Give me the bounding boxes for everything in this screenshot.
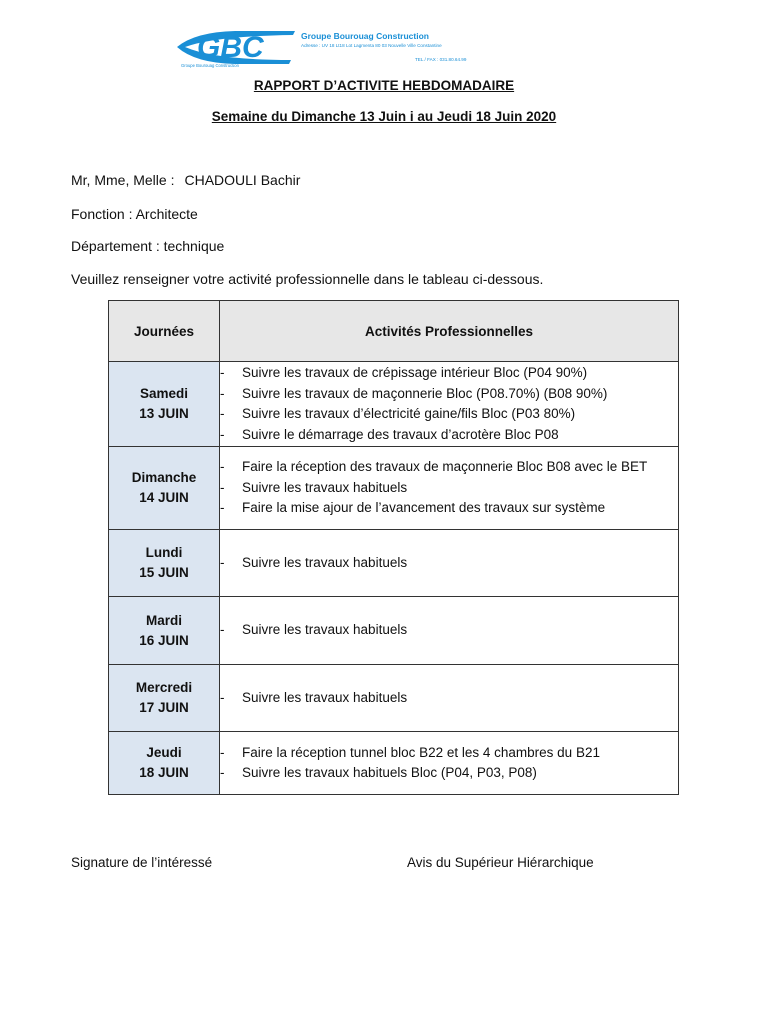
activity-item: - Suivre les travaux de crépissage intérieur Bloc (P04 90%) [220, 363, 678, 384]
activities-cell [220, 530, 679, 597]
table-row [109, 597, 679, 665]
table-row [109, 447, 679, 530]
activity-item: - Faire la mise ajour de l’avancement des travaux sur système [220, 498, 678, 519]
header-activities: Activités Professionnelles [220, 301, 679, 362]
logo-contact: TEL / FAX : 031.80.64.99 [415, 57, 467, 62]
header-days: Journées [109, 301, 220, 362]
day-cell [109, 597, 220, 665]
day-name: Mardi [145, 612, 182, 628]
day-date: 16 JUIN [139, 632, 189, 648]
day-name: Mercredi [135, 680, 193, 695]
day-name: Lundi [145, 545, 183, 560]
activity-item: - Suivre les travaux habituels [220, 478, 678, 499]
employee-signature-label: Signature de l’intéressé [71, 855, 213, 870]
day-cell [109, 530, 220, 597]
activity-item: - Suivre les travaux d’électricité gaine/fils Bloc (P03 80%) [220, 404, 678, 425]
activity-item: - Faire la réception des travaux de maçonnerie Bloc B08 avec le BET [220, 457, 678, 478]
table-row [109, 362, 679, 447]
day-cell [109, 362, 220, 447]
activities-cell [220, 665, 679, 732]
activities-cell [220, 732, 679, 795]
function-line: Fonction : Architecte [71, 206, 198, 222]
activity-table [108, 300, 679, 795]
day-cell [109, 732, 220, 795]
report-title: RAPPORT D’ACTIVITE HEBDOMADAIRE [253, 78, 515, 93]
logo-mark: GBC [197, 31, 264, 64]
day-date: 14 JUIN [139, 490, 189, 505]
day-date: 13 JUIN [139, 406, 189, 421]
logo-company-name: Groupe Bourouag Construction [301, 31, 429, 41]
day-date: 18 JUIN [139, 765, 189, 780]
activity-item: - Suivre les travaux habituels [220, 688, 678, 709]
instruction-line: Veuillez renseigner votre activité professionnelle dans le tableau ci-dessous. [71, 271, 544, 287]
supervisor-opinion-label: Avis du Supérieur Hiérarchique [407, 855, 594, 870]
activity-item: - Suivre les travaux habituels [220, 620, 678, 641]
activity-item: - Suivre le démarrage des travaux d’acrotère Bloc P08 [220, 425, 678, 446]
table-row [109, 732, 679, 795]
day-cell [109, 447, 220, 530]
table-row [109, 665, 679, 732]
activities-cell [220, 447, 679, 530]
report-week: Semaine du Dimanche 13 Juin i au Jeudi 18 Juin 2020 [211, 109, 557, 124]
activity-item: - Suivre les travaux habituels [220, 553, 678, 574]
day-name: Dimanche [131, 470, 197, 485]
day-name: Jeudi [146, 745, 182, 760]
day-name: Samedi [139, 386, 189, 401]
logo-subtitle: Groupe Bourouag Construction [181, 63, 239, 68]
activity-item: - Faire la réception tunnel bloc B22 et les 4 chambres du B21 [220, 743, 678, 764]
table-header-row [109, 301, 679, 362]
name-value: CHADOULI Bachir [184, 172, 301, 188]
activity-item: - Suivre les travaux de maçonnerie Bloc (P08.70%) (B08 90%) [220, 384, 678, 405]
activities-cell [220, 362, 679, 447]
employee-name-line [71, 172, 300, 188]
logo-address: Adresse : UV 18 Lt18 Lot Lagmenta 80 03 Nouvelle Ville Constantine [301, 43, 442, 48]
day-date: 17 JUIN [139, 700, 189, 715]
table-row [109, 530, 679, 597]
department-line: Département : technique [71, 238, 225, 254]
activity-item: - Suivre les travaux habituels Bloc (P04, P03, P08) [220, 763, 678, 784]
company-logo [175, 26, 495, 68]
gbc-logo-graphic [175, 26, 495, 68]
day-date: 15 JUIN [139, 565, 189, 580]
day-cell [109, 665, 220, 732]
name-label: Mr, Mme, Melle : [71, 172, 175, 188]
activities-cell [220, 597, 679, 665]
